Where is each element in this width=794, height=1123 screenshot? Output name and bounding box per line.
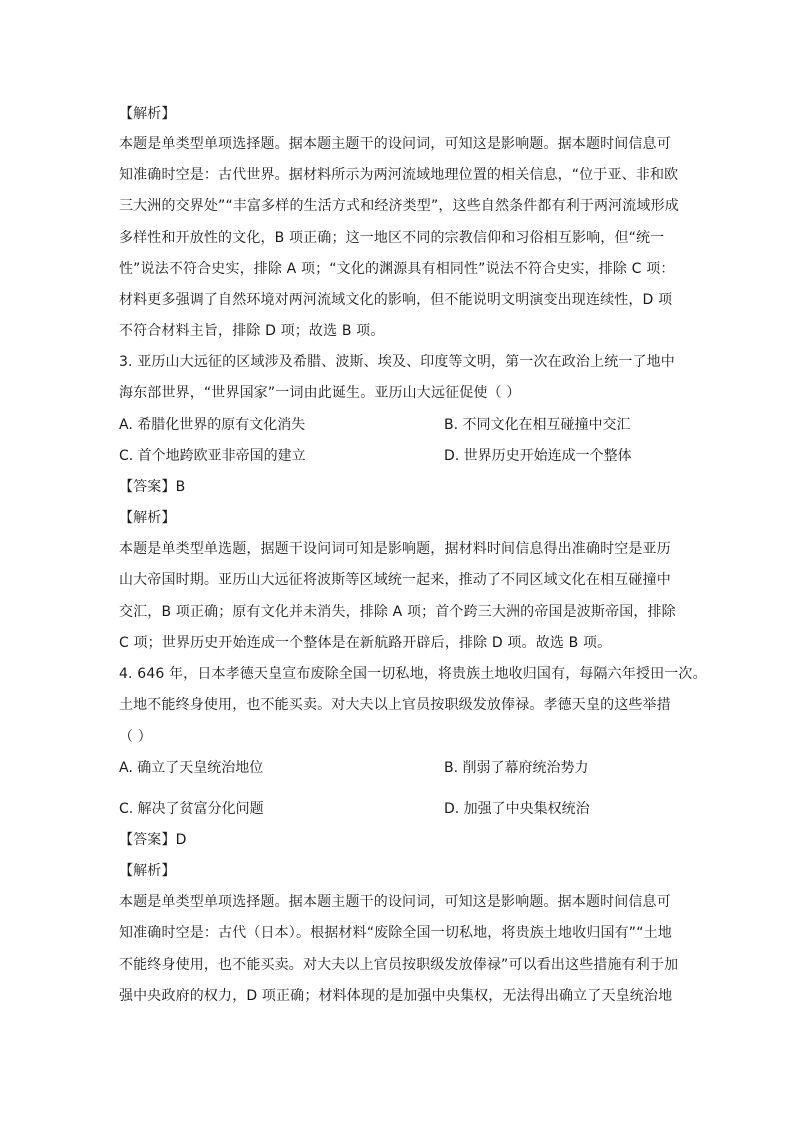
analysis-line: 知准确时空是：古代世界。据材料所示为两河流域地理位置的相关信息，“位于亚、非和欧: [119, 167, 679, 183]
analysis-line: 不能终身使用，也不能买卖。对大夫以上官员按职级发放俸禄”可以看出这些措施有利于加: [119, 957, 679, 973]
question-4-stem: 土地不能终身使用，也不能买卖。对大夫以上官员按职级发放俸禄。孝德天皇的这些举措: [119, 697, 671, 713]
q4-answer: [119, 830, 679, 850]
analysis-line: 交汇，B 项正确；原有文化并未消失，排除 A 项；首个跨三大洲的帝国是波斯帝国，排除: [119, 604, 676, 620]
analysis-line: 本题是单类型单项选择题。据本题主题干的设问词，可知这是影响题。据本题时间信息可: [119, 894, 671, 910]
analysis-line: 本题是单类型单选题，据题干设问词可知是影响题，据材料时间信息得出准确时空是亚历: [119, 541, 671, 557]
question-3-stem: 3. 亚历山大远征的区域涉及希腊、波斯、埃及、印度等文明，第一次在政治上统一了地中: [119, 354, 675, 370]
analysis-line: 本题是单类型单项选择题。据本题主题干的设问词，可知这是影响题。据本题时间信息可: [119, 136, 671, 152]
answer-value: D: [175, 832, 187, 848]
analysis-line: 知准确时空是：古代（日本）。根据材料“废除全国一切私地，将贵族土地收归国有”“土地: [119, 925, 672, 941]
q3-option-d: D. 世界历史开始连成一个整体: [444, 448, 632, 464]
question-4-stem: 4. 646 年，日本孝德天皇宣布废除全国一切私地，将贵族土地收归国有，每隔六年授田一次。: [119, 666, 707, 682]
q3-answer: [119, 477, 679, 497]
q4-option-b: B. 削弱了幕府统治势力: [444, 760, 589, 776]
q3-option-b: B. 不同文化在相互碰撞中交汇: [444, 417, 631, 433]
answer-label: 【答案】: [119, 479, 176, 495]
analysis-heading: 【解析】: [119, 510, 176, 526]
q3-option-c: C. 首个地跨欧亚非帝国的建立: [119, 448, 306, 464]
analysis-line: 材料更多强调了自然环境对两河流域文化的影响，但不能说明文明演变出现连续性，D 项: [119, 292, 673, 308]
analysis-line: 强中央政府的权力，D 项正确；材料体现的是加强中央集权，无法得出确立了天皇统治地: [119, 988, 673, 1004]
analysis-heading: 【解析】: [119, 106, 176, 122]
answer-value: B: [175, 479, 186, 495]
q4-option-d: D. 加强了中央集权统治: [444, 801, 590, 817]
question-4-stem: （ ）: [119, 729, 152, 745]
question-3-stem: 海东部世界，“世界国家”一词由此诞生。亚历山大远征促使（ ）: [119, 385, 521, 401]
analysis-line: C 项；世界历史开始连成一个整体是在新航路开辟后，排除 D 项。故选 B 项。: [119, 635, 612, 651]
analysis-line: 多样性和开放性的文化，B 项正确；这一地区不同的宗教信仰和习俗相互影响，但“统一: [119, 230, 665, 246]
analysis-line: 山大帝国时期。亚历山大远征将波斯等区域统一起来，推动了不同区域文化在相互碰撞中: [119, 572, 671, 588]
q3-option-a: A. 希腊化世界的原有文化消失: [119, 417, 306, 433]
analysis-line: 不符合材料主旨，排除 D 项；故选 B 项。: [119, 323, 385, 339]
q4-option-a: A. 确立了天皇统治地位: [119, 760, 264, 776]
analysis-line: 三大洲的交界处”“丰富多样的生活方式和经济类型”，这些自然条件都有利于两河流域形成: [119, 198, 679, 214]
analysis-heading: 【解析】: [119, 863, 176, 879]
q4-option-c: C. 解决了贫富分化问题: [119, 801, 264, 817]
analysis-line: 性”说法不符合史实，排除 A 项；“文化的渊源具有相同性”说法不符合史实，排除 C 项：: [119, 261, 675, 277]
answer-label: 【答案】: [119, 832, 176, 848]
